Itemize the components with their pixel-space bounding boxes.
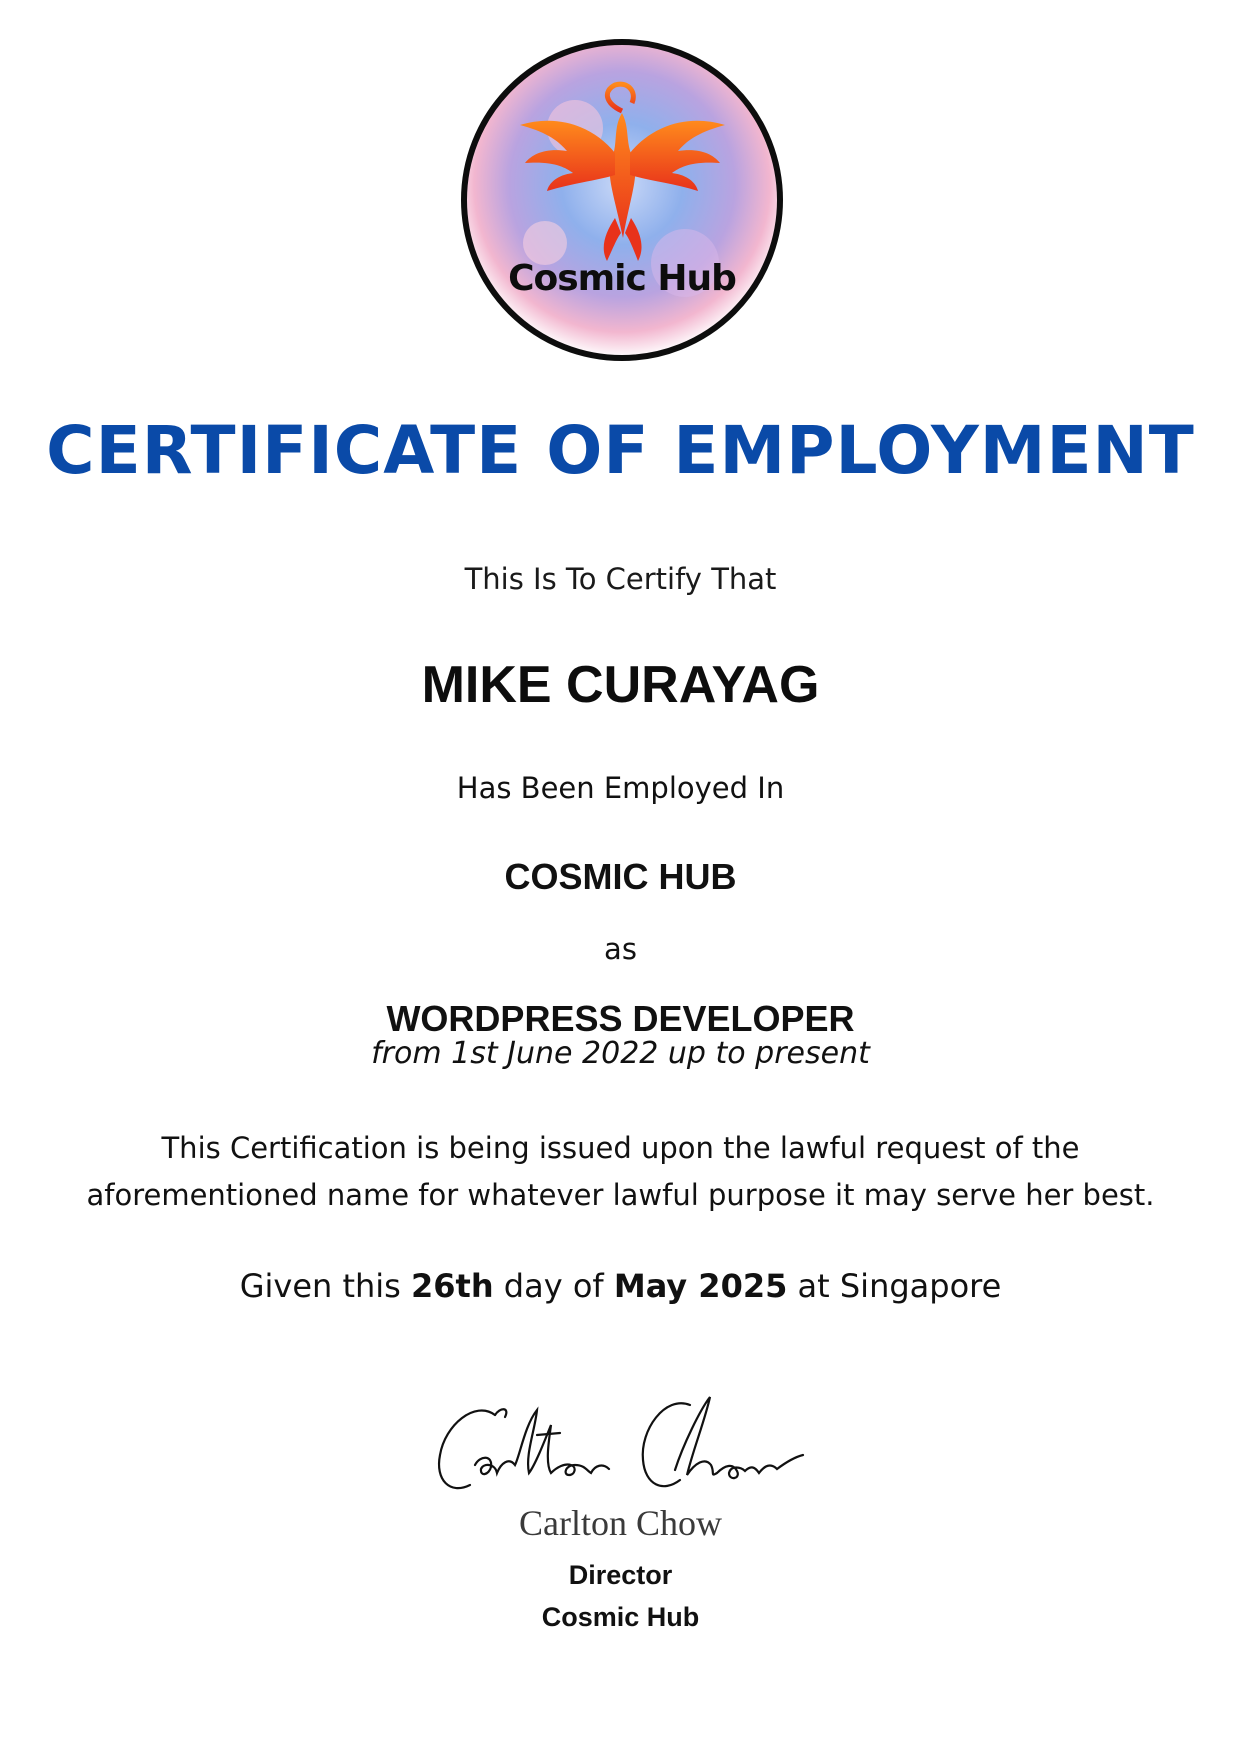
logo-seal-icon [455,33,789,367]
signer-name: Carlton Chow [519,1503,722,1543]
signer-company: Cosmic Hub [541,1602,700,1632]
given-middle: day of [493,1267,614,1305]
job-position: WORDPRESS DEVELOPER [386,998,855,1039]
signer-title: Director [568,1560,673,1590]
logo-text: Cosmic Hub [508,258,736,299]
intro-text: This Is To Certify That [464,562,777,596]
company-logo [455,33,789,367]
purpose-line-2: aforementioned name for whatever lawful purpose it may serve her best. [86,1178,1155,1212]
company-name: COSMIC HUB [504,856,737,897]
handwritten-signature [425,1385,825,1505]
purpose-paragraph [0,1125,1241,1219]
certificate-title: CERTIFICATE OF EMPLOYMENT [46,412,1195,489]
given-prefix: Given this [239,1267,412,1305]
employment-period: from 1st June 2022 up to present [371,1036,870,1071]
given-suffix: at Singapore [787,1267,1002,1305]
employee-name: MIKE CURAYAG [421,656,820,714]
given-date-line [0,1267,1241,1305]
purpose-line-1: This Certification is being issued upon the lawful request of the [161,1131,1080,1165]
as-text: as [604,932,637,966]
employed-line: Has Been Employed In [456,771,785,805]
given-month-year: May 2025 [613,1267,788,1305]
given-day: 26th [411,1267,494,1305]
